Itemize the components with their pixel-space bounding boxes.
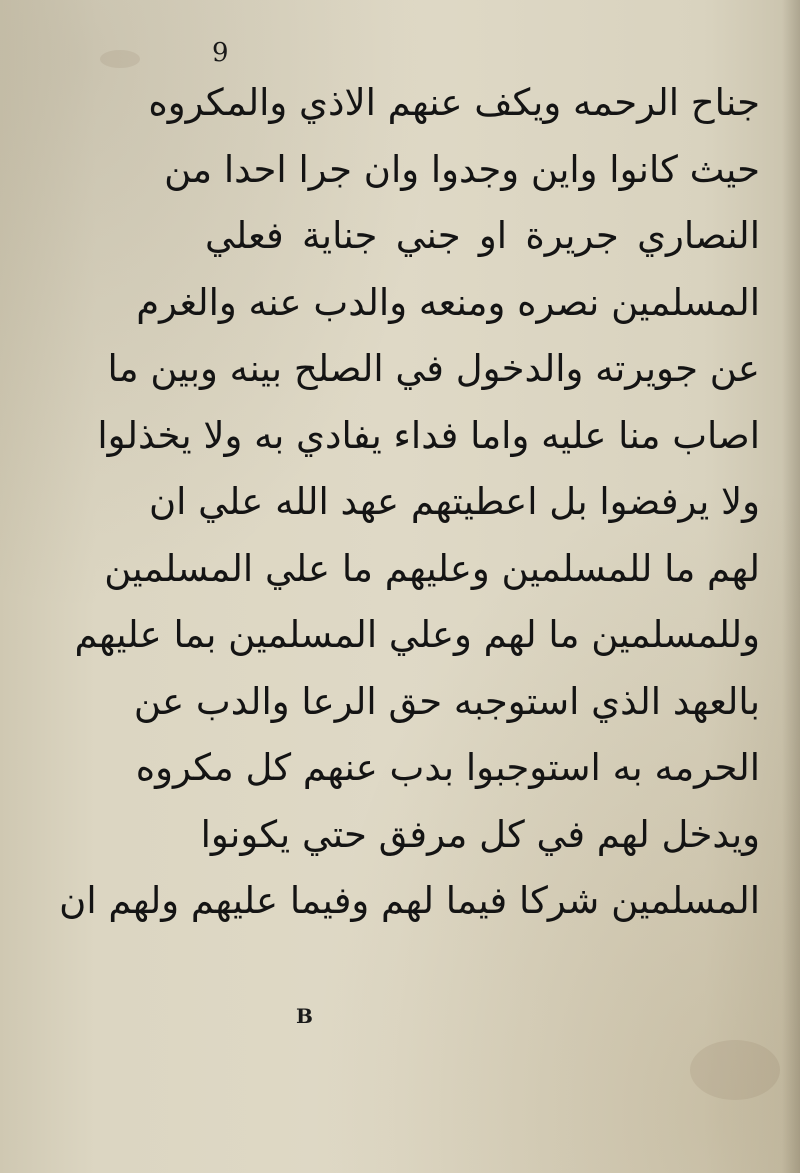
text-line: لهم ما للمسلمين وعليهم ما علي المسلمين	[104, 546, 760, 590]
text-line: النصاري جريرة او جني جناية فعلي	[205, 214, 760, 257]
text-line: عن جويرته والدخول في الصلح بينه وبين ما	[107, 347, 760, 390]
text-line: المسلمين شركا فيما لهم وفيما عليهم ولهم ان	[59, 879, 760, 922]
text-line: بالعهد الذي استوجبه حق الرعا والدب عن	[133, 679, 760, 723]
paper-stain	[100, 50, 140, 68]
text-line: حيث كانوا واين وجدوا وان جرا احدا من	[164, 147, 760, 191]
paper-stain	[690, 1040, 780, 1100]
text-line: المسلمين نصره ومنعه والدب عنه والغرم	[136, 280, 760, 324]
signature-mark: B	[296, 1004, 313, 1028]
text-line: اصاب منا عليه واما فداء يفادي به ولا يخذلوا	[97, 413, 760, 457]
arabic-text-block	[59, 70, 760, 935]
text-line: ولا يرفضوا بل اعطيتهم عهد الله علي ان	[148, 480, 760, 523]
text-line: وللمسلمين ما لهم وعلي المسلمين بما عليهم	[74, 613, 760, 656]
text-line: جناح الرحمه ويكف عنهم الاذي والمكروه	[148, 81, 760, 124]
folio-number: 9	[212, 38, 229, 68]
page-edge-shadow	[782, 0, 800, 1173]
text-line: الحرمه به استوجبوا بدب عنهم كل مكروه	[135, 746, 760, 789]
text-line: ويدخل لهم في كل مرفق حتي يكونوا	[200, 812, 760, 856]
